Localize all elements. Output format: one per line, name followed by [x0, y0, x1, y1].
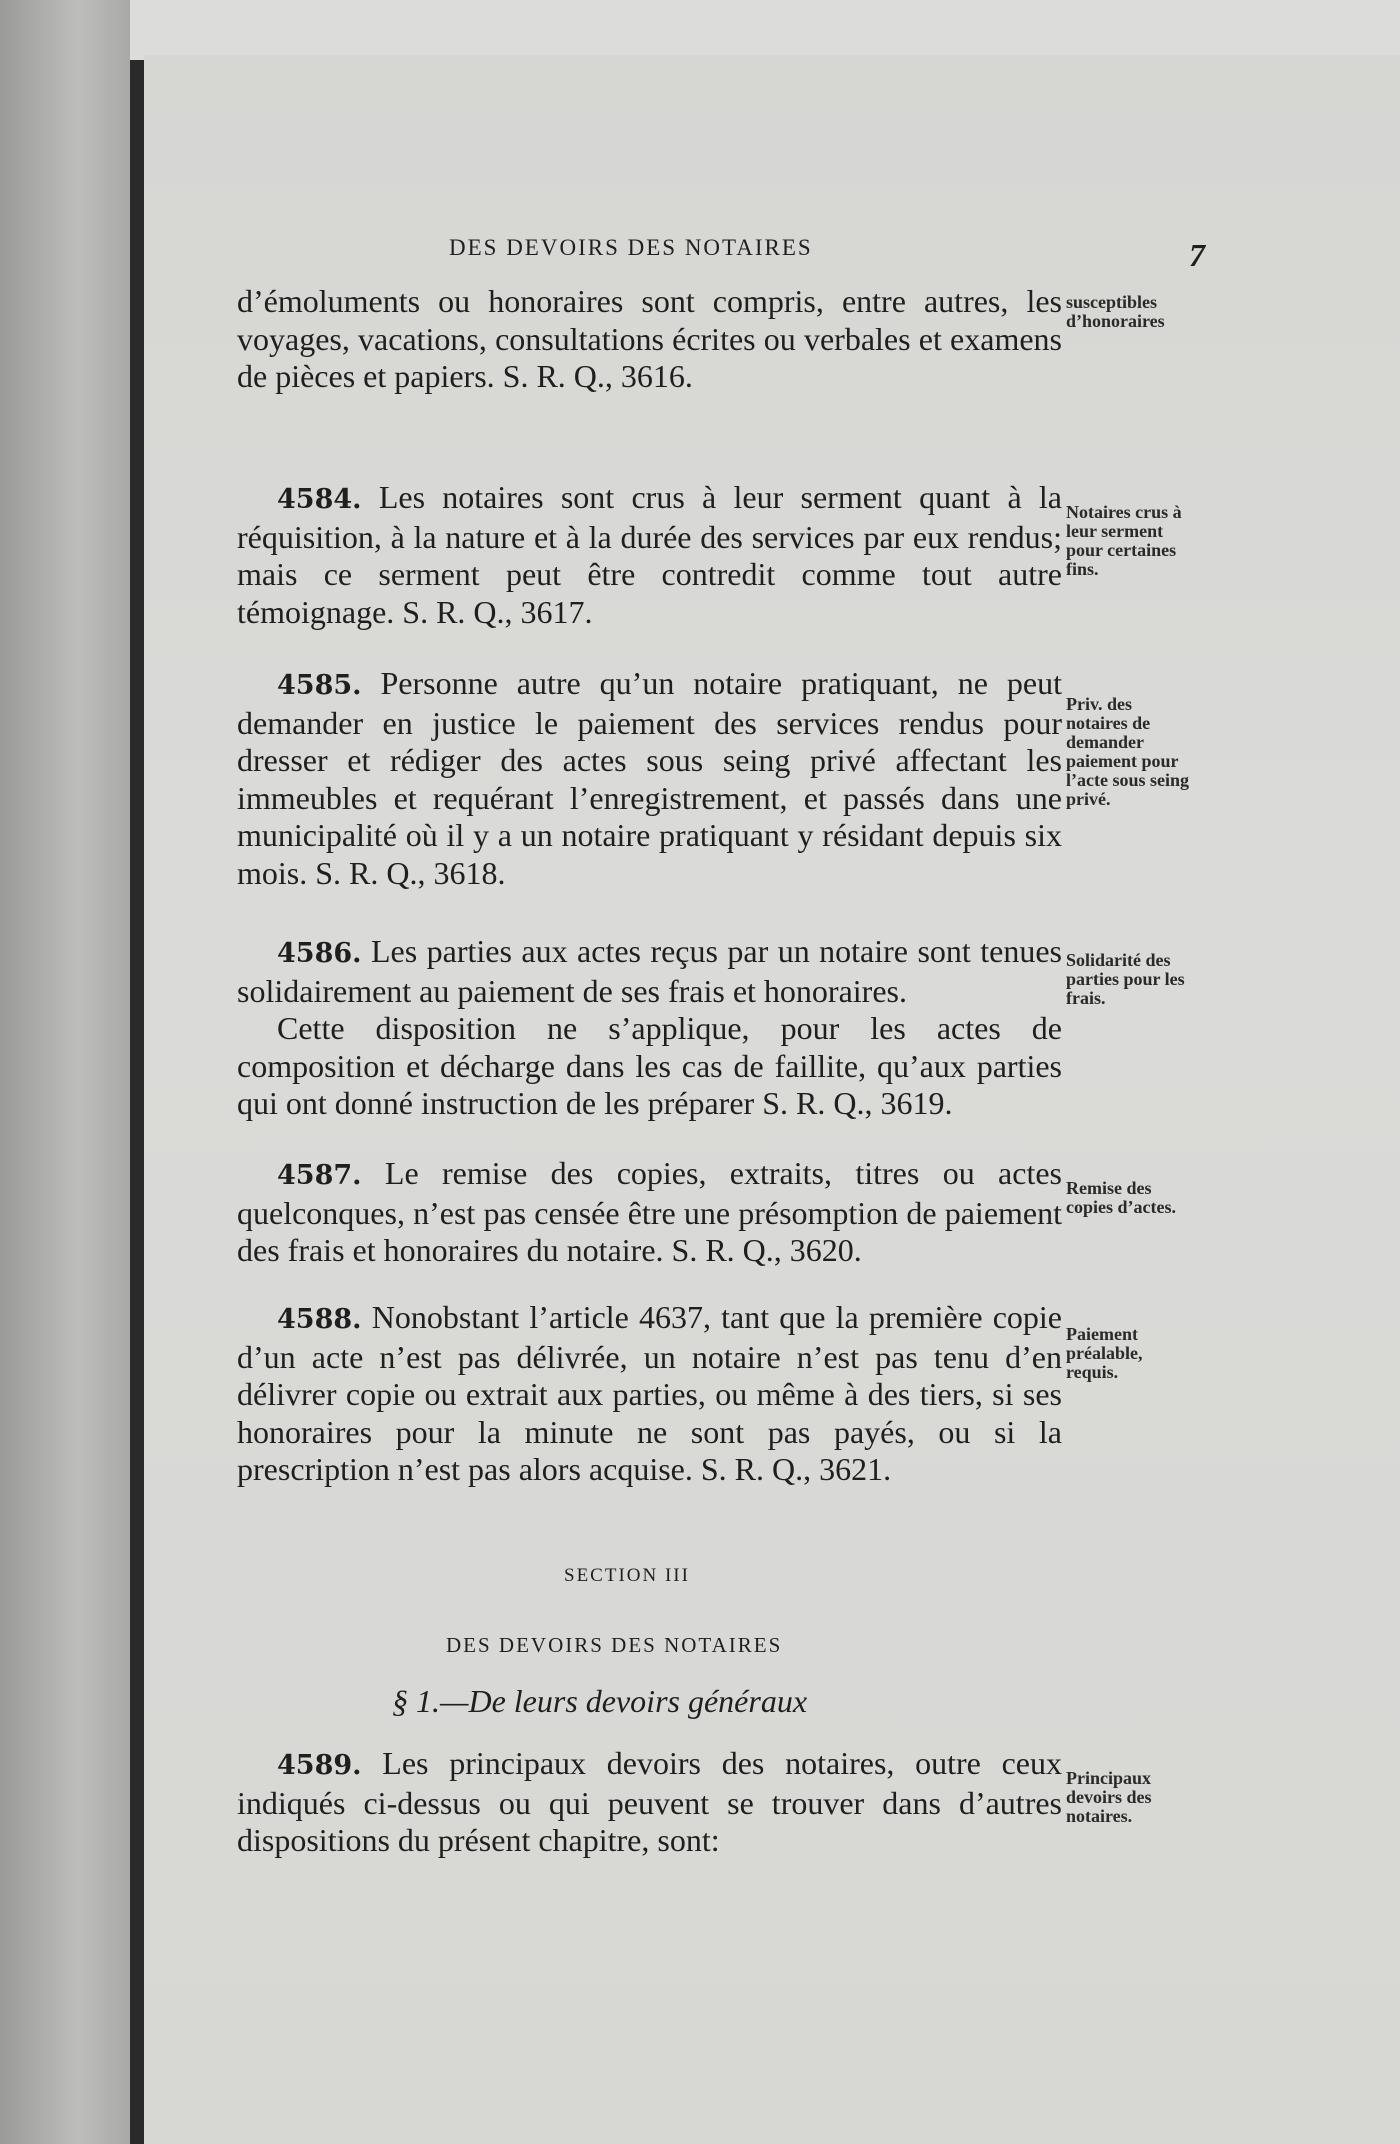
article-text: Personne autre qu’un notaire pratiquant, ne peut demander en justice le paiement des services rendus pour dresser et rédiger des actes sous seing privé affectant les immeubles et requérant l’enregistrement, et passés dans une municipalité où il y a un notaire pratiquant y résidant depuis six mois. S. R. Q., 3618.	[237, 665, 1063, 891]
continuation-paragraph	[237, 283, 1062, 396]
book-binding	[130, 60, 144, 2144]
article-4586	[237, 933, 1062, 1123]
article-text: Nonobstant l’article 4637, tant que la première copie d’un acte n’est pas délivrée, un notaire n’est pas tenu d’en délivrer copie ou extrait aux parties, ou même à des tiers, si ses honoraires pour la minute ne sont pas payés, ou si la prescription n’est pas alors acquise. S. R. Q., 3621.	[237, 1299, 1063, 1487]
article-4587	[237, 1155, 1062, 1270]
article-number: 4588.	[277, 1304, 362, 1335]
left-page-edge	[0, 0, 130, 2144]
article-4585	[237, 665, 1062, 892]
article-number: 4586.	[277, 938, 362, 969]
section-title: DES DEVOIRS DES NOTAIRES	[446, 1633, 783, 1657]
sidenote: Notaires crus à leur serment pour certaines fins.	[1066, 502, 1182, 579]
article-number: 4584.	[277, 484, 362, 515]
book-page	[144, 55, 1400, 2144]
article-text-continued: Cette disposition ne s’applique, pour les actes de composition et décharge dans les cas de faillite, qu’aux parties qui ont donné instruction de les préparer S. R. Q., 3619.	[237, 1010, 1062, 1121]
section-label: SECTION III	[564, 1565, 690, 1586]
article-4588	[237, 1299, 1062, 1489]
article-text: Le remise des copies, extraits, titres ou actes quelconques, n’est pas censée être une présomption de paiement des frais et honoraires du notaire. S. R. Q., 3620.	[237, 1155, 1062, 1268]
article-number: 4585.	[277, 670, 362, 701]
page-number: 7	[1189, 237, 1205, 273]
article-text: Les principaux devoirs des notaires, outre ceux indiqués ci-dessus ou qui peuvent se trouver dans d’autres dispositions du présent chapitre, sont:	[237, 1745, 1063, 1858]
article-text: Les notaires sont crus à leur serment quant à la réquisition, à la nature et à la durée des services par eux rendus; mais ce serment peut être contredit comme tout autre témoignage. S. R. Q., 3617.	[237, 479, 1062, 630]
article-number: 4587.	[277, 1160, 362, 1191]
sidenote: susceptibles d’honoraires	[1066, 292, 1165, 331]
sidenote: Paiement préalable, requis.	[1066, 1324, 1143, 1382]
sidenote: Principaux devoirs des notaires.	[1066, 1768, 1152, 1826]
sidenote: Priv. des notaires de demander paiement pour l’acte sous seing privé.	[1066, 694, 1189, 809]
paragraph-text: d’émoluments ou honoraires sont compris, entre autres, les voyages, vacations, consultations écrites ou verbales et examens de pièces et papiers. S. R. Q., 3616.	[237, 283, 1062, 394]
article-text: Les parties aux actes reçus par un notaire sont tenues solidairement au paiement de ses frais et honoraires.	[237, 933, 1063, 1009]
subsection-title: § 1.—De leurs devoirs généraux	[392, 1683, 808, 1719]
article-4584	[237, 479, 1062, 631]
article-4589	[237, 1745, 1062, 1860]
article-number: 4589.	[277, 1750, 362, 1781]
sidenote: Remise des copies d’actes.	[1066, 1178, 1176, 1217]
running-head: DES DEVOIRS DES NOTAIRES	[449, 235, 813, 260]
sidenote: Solidarité des parties pour les frais.	[1066, 950, 1185, 1008]
